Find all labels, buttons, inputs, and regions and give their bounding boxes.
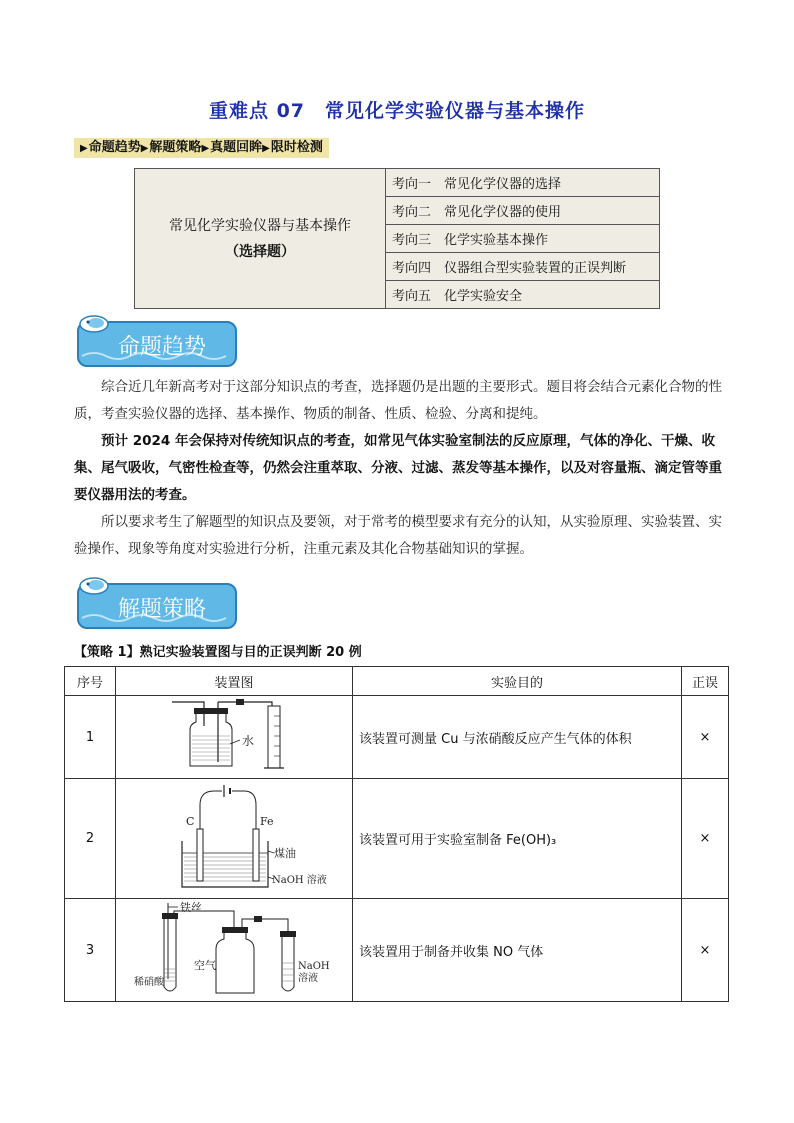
label-carbon-electrode: C [186,814,195,828]
apparatus-diagram-electrolysis [164,781,327,893]
apparatus-cell [116,696,353,779]
judgment-mark: × [682,899,729,1002]
label-naoh-solution: NaOH 溶液 [272,874,327,886]
overview-table [134,168,660,309]
overview-row: 考向二 常见化学仪器的使用 [386,197,660,225]
label-iron-electrode: Fe [260,814,274,828]
row-number: 1 [65,696,116,779]
label-iron-wire: 铁丝 [180,901,202,914]
column-header-judgment: 正误 [682,667,729,696]
nav-item-review[interactable]: 真题回眸 [210,140,263,155]
overview-topic: 常见化学实验仪器与基本操作 [169,217,351,234]
overview-row: 考向四 仪器组合型实验装置的正误判断 [386,253,660,281]
purpose-text: 该装置可用于实验室制备 Fe(OH)₃ [353,779,682,899]
nav-item-test[interactable]: 限时检测 [270,140,323,155]
label-naoh: NaOH [298,961,330,972]
row-number: 2 [65,779,116,899]
overview-row: 考向三 化学实验基本操作 [386,225,660,253]
label-dilute-nitric-acid: 稀硝酸 [134,977,164,988]
trend-paragraph-3: 所以要求考生了解题型的知识点及要领，对于常考的模型要求有充分的认知，从实验原理、实验装置、实验操作、现象等角度对实验进行分析，注重元素及其化合物基础知识的掌握。 [74,514,722,557]
column-header-purpose: 实验目的 [353,667,682,696]
label-water: 水 [242,734,255,748]
row-number: 3 [65,899,116,1002]
overview-row: 考向五 化学实验安全 [386,281,660,309]
table-row [65,696,729,779]
overview-topic-type: （选择题） [225,243,295,260]
apparatus-cell [116,899,353,1002]
label-kerosene: 煤油 [274,846,296,860]
purpose-text: 该装置用于制备并收集 NO 气体 [353,899,682,1002]
section-badge-strategy [74,574,238,630]
apparatus-diagram-gas-volume [164,696,304,774]
play-arrow-icon: ▶ [140,143,149,154]
page-title: 重难点 07 常见化学实验仪器与基本操作 [208,100,586,122]
overview-row: 考向一 常见化学仪器的选择 [386,169,660,197]
play-arrow-icon: ▶ [80,143,88,154]
judgment-mark: × [682,779,729,899]
trend-paragraph-2: 预计 2024 年会保持对传统知识点的考查，如常见气体实验室制法的反应原理，气体的净化、干燥、收集、尾气吸收，气密性检查等，仍然会注重萃取、分液、过滤、蒸发等基本操作，以及对容量瓶、滴定管等重要仪器用法的考查。 [74,433,722,503]
nav-item-trend[interactable]: 命题趋势 [88,140,141,155]
play-arrow-icon: ▶ [262,143,270,154]
judgment-mark: × [682,696,729,779]
column-header-apparatus: 装置图 [116,667,353,696]
purpose-text: 该装置可测量 Cu 与浓硝酸反应产生气体的体积 [353,696,682,779]
trend-paragraph-1: 综合近几年新高考对于这部分知识点的考查，选择题仍是出题的主要形式。题目将会结合元素化合物的性质，考查实验仪器的选择、基本操作、物质的制备、性质、检验、分离和提纯。 [74,379,722,422]
section-badge-trend [74,312,238,368]
label-solution: 溶液 [298,973,318,984]
dolphin-icon [80,316,108,332]
dolphin-icon [80,578,108,594]
table-row [65,779,729,899]
label-air: 空气 [194,959,216,972]
table-row [65,899,729,1002]
experiment-table [64,666,729,1002]
section-nav-bar [74,138,329,158]
strategy-title: 【策略 1】熟记实验装置图与目的正误判断 20 例 [74,645,362,660]
play-arrow-icon: ▶ [201,143,210,154]
section-heading: 解题策略 [117,597,207,622]
section-heading: 命题趋势 [117,335,207,360]
overview-topic-cell [135,169,386,309]
nav-item-strategy[interactable]: 解题策略 [149,140,202,155]
column-header-number: 序号 [65,667,116,696]
apparatus-diagram-no-preparation [134,899,334,997]
apparatus-cell [116,779,353,899]
